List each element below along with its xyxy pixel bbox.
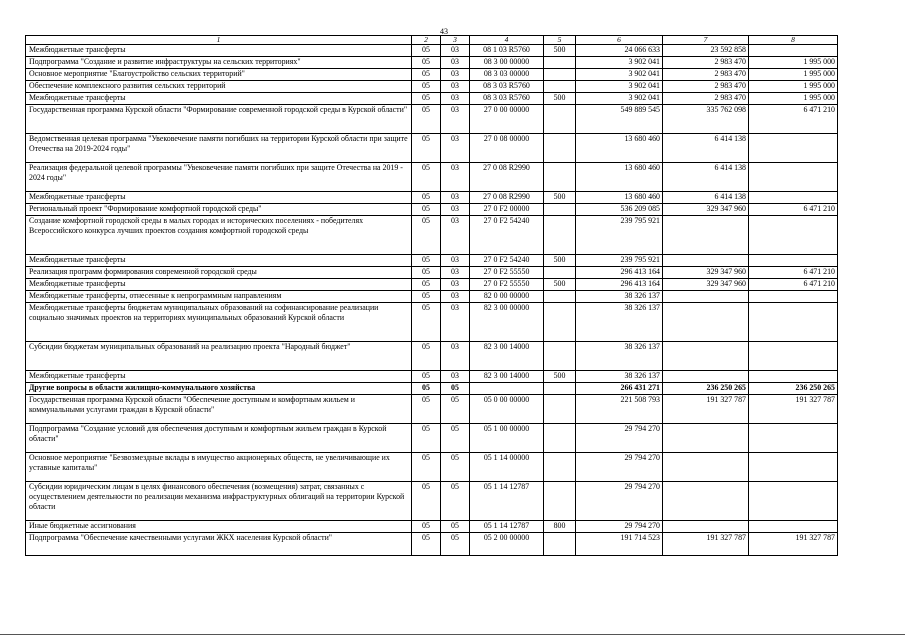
budget-table: [25, 35, 838, 556]
subsection-code-cell: 03: [441, 69, 470, 81]
expense-type-cell: 500: [544, 255, 576, 267]
expense-type-cell: 500: [544, 93, 576, 105]
table-row: [26, 93, 838, 105]
table-row: [26, 192, 838, 204]
amount-year2-cell: [663, 216, 749, 255]
subsection-code-cell: 03: [441, 371, 470, 383]
section-code-cell: 05: [412, 204, 441, 216]
amount-year2-cell: 2 983 470: [663, 93, 749, 105]
section-code-cell: 05: [412, 533, 441, 556]
amount-year1-cell: 3 902 041: [576, 69, 663, 81]
target-article-cell: 08 3 00 00000: [470, 57, 544, 69]
row-name-cell: Межбюджетные трансферты, отнесенные к непрограммным направлениям: [26, 291, 412, 303]
amount-year3-cell: 191 327 787: [749, 533, 838, 556]
header-cell: 3: [441, 36, 470, 45]
amount-year1-cell: 3 902 041: [576, 93, 663, 105]
table-row: [26, 105, 838, 134]
amount-year2-cell: [663, 424, 749, 453]
target-article-cell: 27 0 F2 55550: [470, 279, 544, 291]
subsection-code-cell: 05: [441, 383, 470, 395]
expense-type-cell: [544, 291, 576, 303]
amount-year2-cell: 23 592 858: [663, 45, 749, 57]
subsection-code-cell: 03: [441, 192, 470, 204]
subsection-code-cell: 05: [441, 424, 470, 453]
target-article-cell: 27 0 F2 54240: [470, 216, 544, 255]
amount-year3-cell: [749, 453, 838, 482]
target-article-cell: 05 1 14 00000: [470, 453, 544, 482]
subsection-code-cell: 03: [441, 267, 470, 279]
amount-year1-cell: 221 508 793: [576, 395, 663, 424]
row-name-cell: Региональный проект "Формирование комфортной городской среды": [26, 204, 412, 216]
section-code-cell: 05: [412, 192, 441, 204]
target-article-cell: [470, 383, 544, 395]
amount-year3-cell: [749, 303, 838, 342]
target-article-cell: 27 0 08 00000: [470, 134, 544, 163]
section-code-cell: 05: [412, 303, 441, 342]
target-article-cell: 27 0 F2 00000: [470, 204, 544, 216]
section-code-cell: 05: [412, 371, 441, 383]
expense-type-cell: [544, 81, 576, 93]
expense-type-cell: [544, 395, 576, 424]
section-code-cell: 05: [412, 424, 441, 453]
subsection-code-cell: 03: [441, 163, 470, 192]
expense-type-cell: 500: [544, 192, 576, 204]
amount-year1-cell: 38 326 137: [576, 291, 663, 303]
expense-type-cell: [544, 453, 576, 482]
amount-year3-cell: [749, 521, 838, 533]
row-name-cell: Реализация программ формирования современной городской среды: [26, 267, 412, 279]
table-row: [26, 424, 838, 453]
target-article-cell: 08 1 03 R5760: [470, 45, 544, 57]
amount-year1-cell: 296 413 164: [576, 279, 663, 291]
amount-year3-cell: 6 471 210: [749, 204, 838, 216]
subsection-code-cell: 03: [441, 57, 470, 69]
amount-year2-cell: [663, 291, 749, 303]
amount-year1-cell: 191 714 523: [576, 533, 663, 556]
amount-year1-cell: 3 902 041: [576, 57, 663, 69]
row-name-cell: Межбюджетные трансферты: [26, 255, 412, 267]
amount-year1-cell: 239 795 921: [576, 255, 663, 267]
expense-type-cell: [544, 482, 576, 521]
amount-year3-cell: 1 995 000: [749, 93, 838, 105]
subsection-code-cell: 03: [441, 255, 470, 267]
row-name-cell: Другие вопросы в области жилищно-коммунального хозяйства: [26, 383, 412, 395]
section-code-cell: 05: [412, 134, 441, 163]
section-code-cell: 05: [412, 255, 441, 267]
amount-year2-cell: [663, 482, 749, 521]
row-name-cell: Межбюджетные трансферты: [26, 93, 412, 105]
table-row: [26, 342, 838, 371]
section-code-cell: 05: [412, 93, 441, 105]
section-code-cell: 05: [412, 395, 441, 424]
expense-type-cell: [544, 216, 576, 255]
amount-year2-cell: 6 414 138: [663, 192, 749, 204]
amount-year1-cell: 13 680 460: [576, 134, 663, 163]
expense-type-cell: [544, 204, 576, 216]
row-name-cell: Межбюджетные трансферты бюджетам муниципальных образований на софинансирование реализации социально значимых проектов на территориях муниципальных образований Курской области: [26, 303, 412, 342]
row-name-cell: Государственная программа Курской области "Обеспечение доступным и комфортным жильем и коммунальными услугами граждан в Курской области": [26, 395, 412, 424]
amount-year1-cell: 38 326 137: [576, 303, 663, 342]
table-row: [26, 521, 838, 533]
row-name-cell: Основное мероприятие "Безвозмездные вклады в имущество акционерных обществ, не увеличивающие их уставные капиталы": [26, 453, 412, 482]
expense-type-cell: [544, 533, 576, 556]
row-name-cell: Иные бюджетные ассигнования: [26, 521, 412, 533]
amount-year1-cell: 266 431 271: [576, 383, 663, 395]
amount-year2-cell: 329 347 960: [663, 267, 749, 279]
expense-type-cell: [544, 267, 576, 279]
amount-year2-cell: 329 347 960: [663, 279, 749, 291]
subsection-code-cell: 05: [441, 395, 470, 424]
expense-type-cell: [544, 342, 576, 371]
amount-year2-cell: 2 983 470: [663, 69, 749, 81]
amount-year2-cell: 236 250 265: [663, 383, 749, 395]
section-code-cell: 05: [412, 279, 441, 291]
target-article-cell: 05 0 00 00000: [470, 395, 544, 424]
table-row: [26, 482, 838, 521]
subsection-code-cell: 03: [441, 204, 470, 216]
subsection-code-cell: 03: [441, 81, 470, 93]
table-row: [26, 134, 838, 163]
amount-year1-cell: 24 066 633: [576, 45, 663, 57]
amount-year1-cell: 29 794 270: [576, 453, 663, 482]
target-article-cell: 82 3 00 14000: [470, 371, 544, 383]
section-code-cell: 05: [412, 216, 441, 255]
expense-type-cell: [544, 424, 576, 453]
section-code-cell: 05: [412, 383, 441, 395]
table-row: [26, 267, 838, 279]
table-row: [26, 279, 838, 291]
subsection-code-cell: 03: [441, 291, 470, 303]
amount-year3-cell: [749, 371, 838, 383]
subsection-code-cell: 03: [441, 303, 470, 342]
section-code-cell: 05: [412, 45, 441, 57]
section-code-cell: 05: [412, 482, 441, 521]
column-number-row: [26, 36, 838, 45]
row-name-cell: Субсидии бюджетам муниципальных образований на реализацию проекта "Народный бюджет": [26, 342, 412, 371]
expense-type-cell: [544, 69, 576, 81]
amount-year3-cell: [749, 192, 838, 204]
subsection-code-cell: 05: [441, 453, 470, 482]
target-article-cell: 27 0 08 R2990: [470, 192, 544, 204]
table-row: [26, 453, 838, 482]
header-cell: 6: [576, 36, 663, 45]
amount-year2-cell: 6 414 138: [663, 134, 749, 163]
amount-year1-cell: 29 794 270: [576, 521, 663, 533]
amount-year2-cell: 335 762 098: [663, 105, 749, 134]
section-code-cell: 05: [412, 69, 441, 81]
amount-year1-cell: 13 680 460: [576, 192, 663, 204]
amount-year3-cell: [749, 291, 838, 303]
section-code-cell: 05: [412, 57, 441, 69]
header-cell: 2: [412, 36, 441, 45]
amount-year1-cell: 38 326 137: [576, 342, 663, 371]
target-article-cell: 27 0 F2 54240: [470, 255, 544, 267]
expense-type-cell: [544, 383, 576, 395]
row-name-cell: Межбюджетные трансферты: [26, 45, 412, 57]
page-number: 43: [440, 27, 448, 36]
amount-year1-cell: 239 795 921: [576, 216, 663, 255]
section-code-cell: 05: [412, 267, 441, 279]
row-name-cell: Межбюджетные трансферты: [26, 279, 412, 291]
amount-year1-cell: 3 902 041: [576, 81, 663, 93]
row-name-cell: Реализация федеральной целевой программы "Увековечение памяти погибших при защите Отечества на 2019 - 2024 годы": [26, 163, 412, 192]
expense-type-cell: 500: [544, 279, 576, 291]
expense-type-cell: [544, 303, 576, 342]
table-row: [26, 395, 838, 424]
table-row: [26, 81, 838, 93]
amount-year1-cell: 29 794 270: [576, 424, 663, 453]
table-row: [26, 216, 838, 255]
table-row: [26, 291, 838, 303]
subsection-code-cell: 03: [441, 216, 470, 255]
amount-year3-cell: 1 995 000: [749, 57, 838, 69]
amount-year1-cell: 536 209 085: [576, 204, 663, 216]
target-article-cell: 05 1 14 12787: [470, 521, 544, 533]
amount-year2-cell: 329 347 960: [663, 204, 749, 216]
row-name-cell: Подпрограмма "Создание и развитие инфраструктуры на сельских территориях": [26, 57, 412, 69]
target-article-cell: 08 3 03 R5760: [470, 81, 544, 93]
amount-year3-cell: [749, 134, 838, 163]
target-article-cell: 08 3 03 R5760: [470, 93, 544, 105]
subsection-code-cell: 05: [441, 482, 470, 521]
amount-year3-cell: 6 471 210: [749, 279, 838, 291]
table-row: [26, 371, 838, 383]
amount-year3-cell: 191 327 787: [749, 395, 838, 424]
amount-year3-cell: [749, 163, 838, 192]
amount-year1-cell: 549 889 545: [576, 105, 663, 134]
row-name-cell: Межбюджетные трансферты: [26, 192, 412, 204]
amount-year2-cell: 2 983 470: [663, 57, 749, 69]
expense-type-cell: [544, 134, 576, 163]
target-article-cell: 27 0 08 R2990: [470, 163, 544, 192]
section-code-cell: 05: [412, 291, 441, 303]
subsection-code-cell: 03: [441, 105, 470, 134]
amount-year2-cell: [663, 521, 749, 533]
section-code-cell: 05: [412, 163, 441, 192]
row-name-cell: Создание комфортной городской среды в малых городах и исторических поселениях - победителях Всероссийского конкурса лучших проектов создания комфортной городской среды: [26, 216, 412, 255]
amount-year1-cell: 296 413 164: [576, 267, 663, 279]
header-cell: 7: [663, 36, 749, 45]
header-cell: 1: [26, 36, 412, 45]
amount-year3-cell: 1 995 000: [749, 81, 838, 93]
header-cell: 8: [749, 36, 838, 45]
table-row: [26, 45, 838, 57]
row-name-cell: Основное мероприятие "Благоустройство сельских территорий": [26, 69, 412, 81]
target-article-cell: 82 3 00 00000: [470, 303, 544, 342]
target-article-cell: 08 3 03 00000: [470, 69, 544, 81]
row-name-cell: Подпрограмма "Обеспечение качественными услугами ЖКХ населения Курской области": [26, 533, 412, 556]
subsection-code-cell: 05: [441, 533, 470, 556]
row-name-cell: Государственная программа Курской области "Формирование современной городской среды в Курской области": [26, 105, 412, 134]
expense-type-cell: [544, 163, 576, 192]
expense-type-cell: 500: [544, 371, 576, 383]
target-article-cell: 82 3 00 14000: [470, 342, 544, 371]
row-name-cell: Межбюджетные трансферты: [26, 371, 412, 383]
amount-year3-cell: [749, 342, 838, 371]
amount-year1-cell: 13 680 460: [576, 163, 663, 192]
subsection-code-cell: 03: [441, 45, 470, 57]
amount-year1-cell: 38 326 137: [576, 371, 663, 383]
amount-year2-cell: [663, 342, 749, 371]
expense-type-cell: [544, 57, 576, 69]
amount-year3-cell: [749, 424, 838, 453]
amount-year2-cell: [663, 453, 749, 482]
row-name-cell: Обеспечение комплексного развития сельских территорий: [26, 81, 412, 93]
expense-type-cell: 500: [544, 45, 576, 57]
budget-table-container: [25, 35, 837, 556]
amount-year3-cell: [749, 216, 838, 255]
amount-year3-cell: 1 995 000: [749, 69, 838, 81]
subsection-code-cell: 05: [441, 521, 470, 533]
amount-year3-cell: 6 471 210: [749, 105, 838, 134]
amount-year2-cell: 191 327 787: [663, 533, 749, 556]
header-cell: 5: [544, 36, 576, 45]
table-row: [26, 163, 838, 192]
scan-edge-line: [0, 634, 905, 635]
table-row: [26, 69, 838, 81]
amount-year3-cell: 236 250 265: [749, 383, 838, 395]
table-row: [26, 303, 838, 342]
row-name-cell: Подпрограмма "Создание условий для обеспечения доступным и комфортным жильем граждан в Курской области": [26, 424, 412, 453]
amount-year2-cell: 6 414 138: [663, 163, 749, 192]
table-row: [26, 383, 838, 395]
amount-year2-cell: 191 327 787: [663, 395, 749, 424]
amount-year2-cell: [663, 255, 749, 267]
subsection-code-cell: 03: [441, 134, 470, 163]
amount-year2-cell: [663, 371, 749, 383]
section-code-cell: 05: [412, 81, 441, 93]
target-article-cell: 27 0 F2 55550: [470, 267, 544, 279]
subsection-code-cell: 03: [441, 342, 470, 371]
section-code-cell: 05: [412, 105, 441, 134]
amount-year2-cell: 2 983 470: [663, 81, 749, 93]
amount-year3-cell: 6 471 210: [749, 267, 838, 279]
subsection-code-cell: 03: [441, 279, 470, 291]
header-cell: 4: [470, 36, 544, 45]
table-row: [26, 255, 838, 267]
table-row: [26, 533, 838, 556]
target-article-cell: 82 0 00 00000: [470, 291, 544, 303]
amount-year2-cell: [663, 303, 749, 342]
target-article-cell: 05 2 00 00000: [470, 533, 544, 556]
amount-year3-cell: [749, 45, 838, 57]
subsection-code-cell: 03: [441, 93, 470, 105]
section-code-cell: 05: [412, 453, 441, 482]
target-article-cell: 27 0 00 00000: [470, 105, 544, 134]
target-article-cell: 05 1 00 00000: [470, 424, 544, 453]
section-code-cell: 05: [412, 521, 441, 533]
amount-year1-cell: 29 794 270: [576, 482, 663, 521]
row-name-cell: Субсидии юридическим лицам в целях финансового обеспечения (возмещения) затрат, связанных с осуществлением деятельности по реализации механизма инфраструктурных облигаций на территории Курской области: [26, 482, 412, 521]
table-row: [26, 57, 838, 69]
section-code-cell: 05: [412, 342, 441, 371]
amount-year3-cell: [749, 482, 838, 521]
target-article-cell: 05 1 14 12787: [470, 482, 544, 521]
table-row: [26, 204, 838, 216]
expense-type-cell: 800: [544, 521, 576, 533]
expense-type-cell: [544, 105, 576, 134]
amount-year3-cell: [749, 255, 838, 267]
row-name-cell: Ведомственная целевая программа "Увековечение памяти погибших на территории Курской области при защите Отечества на 2019-2024 годы": [26, 134, 412, 163]
